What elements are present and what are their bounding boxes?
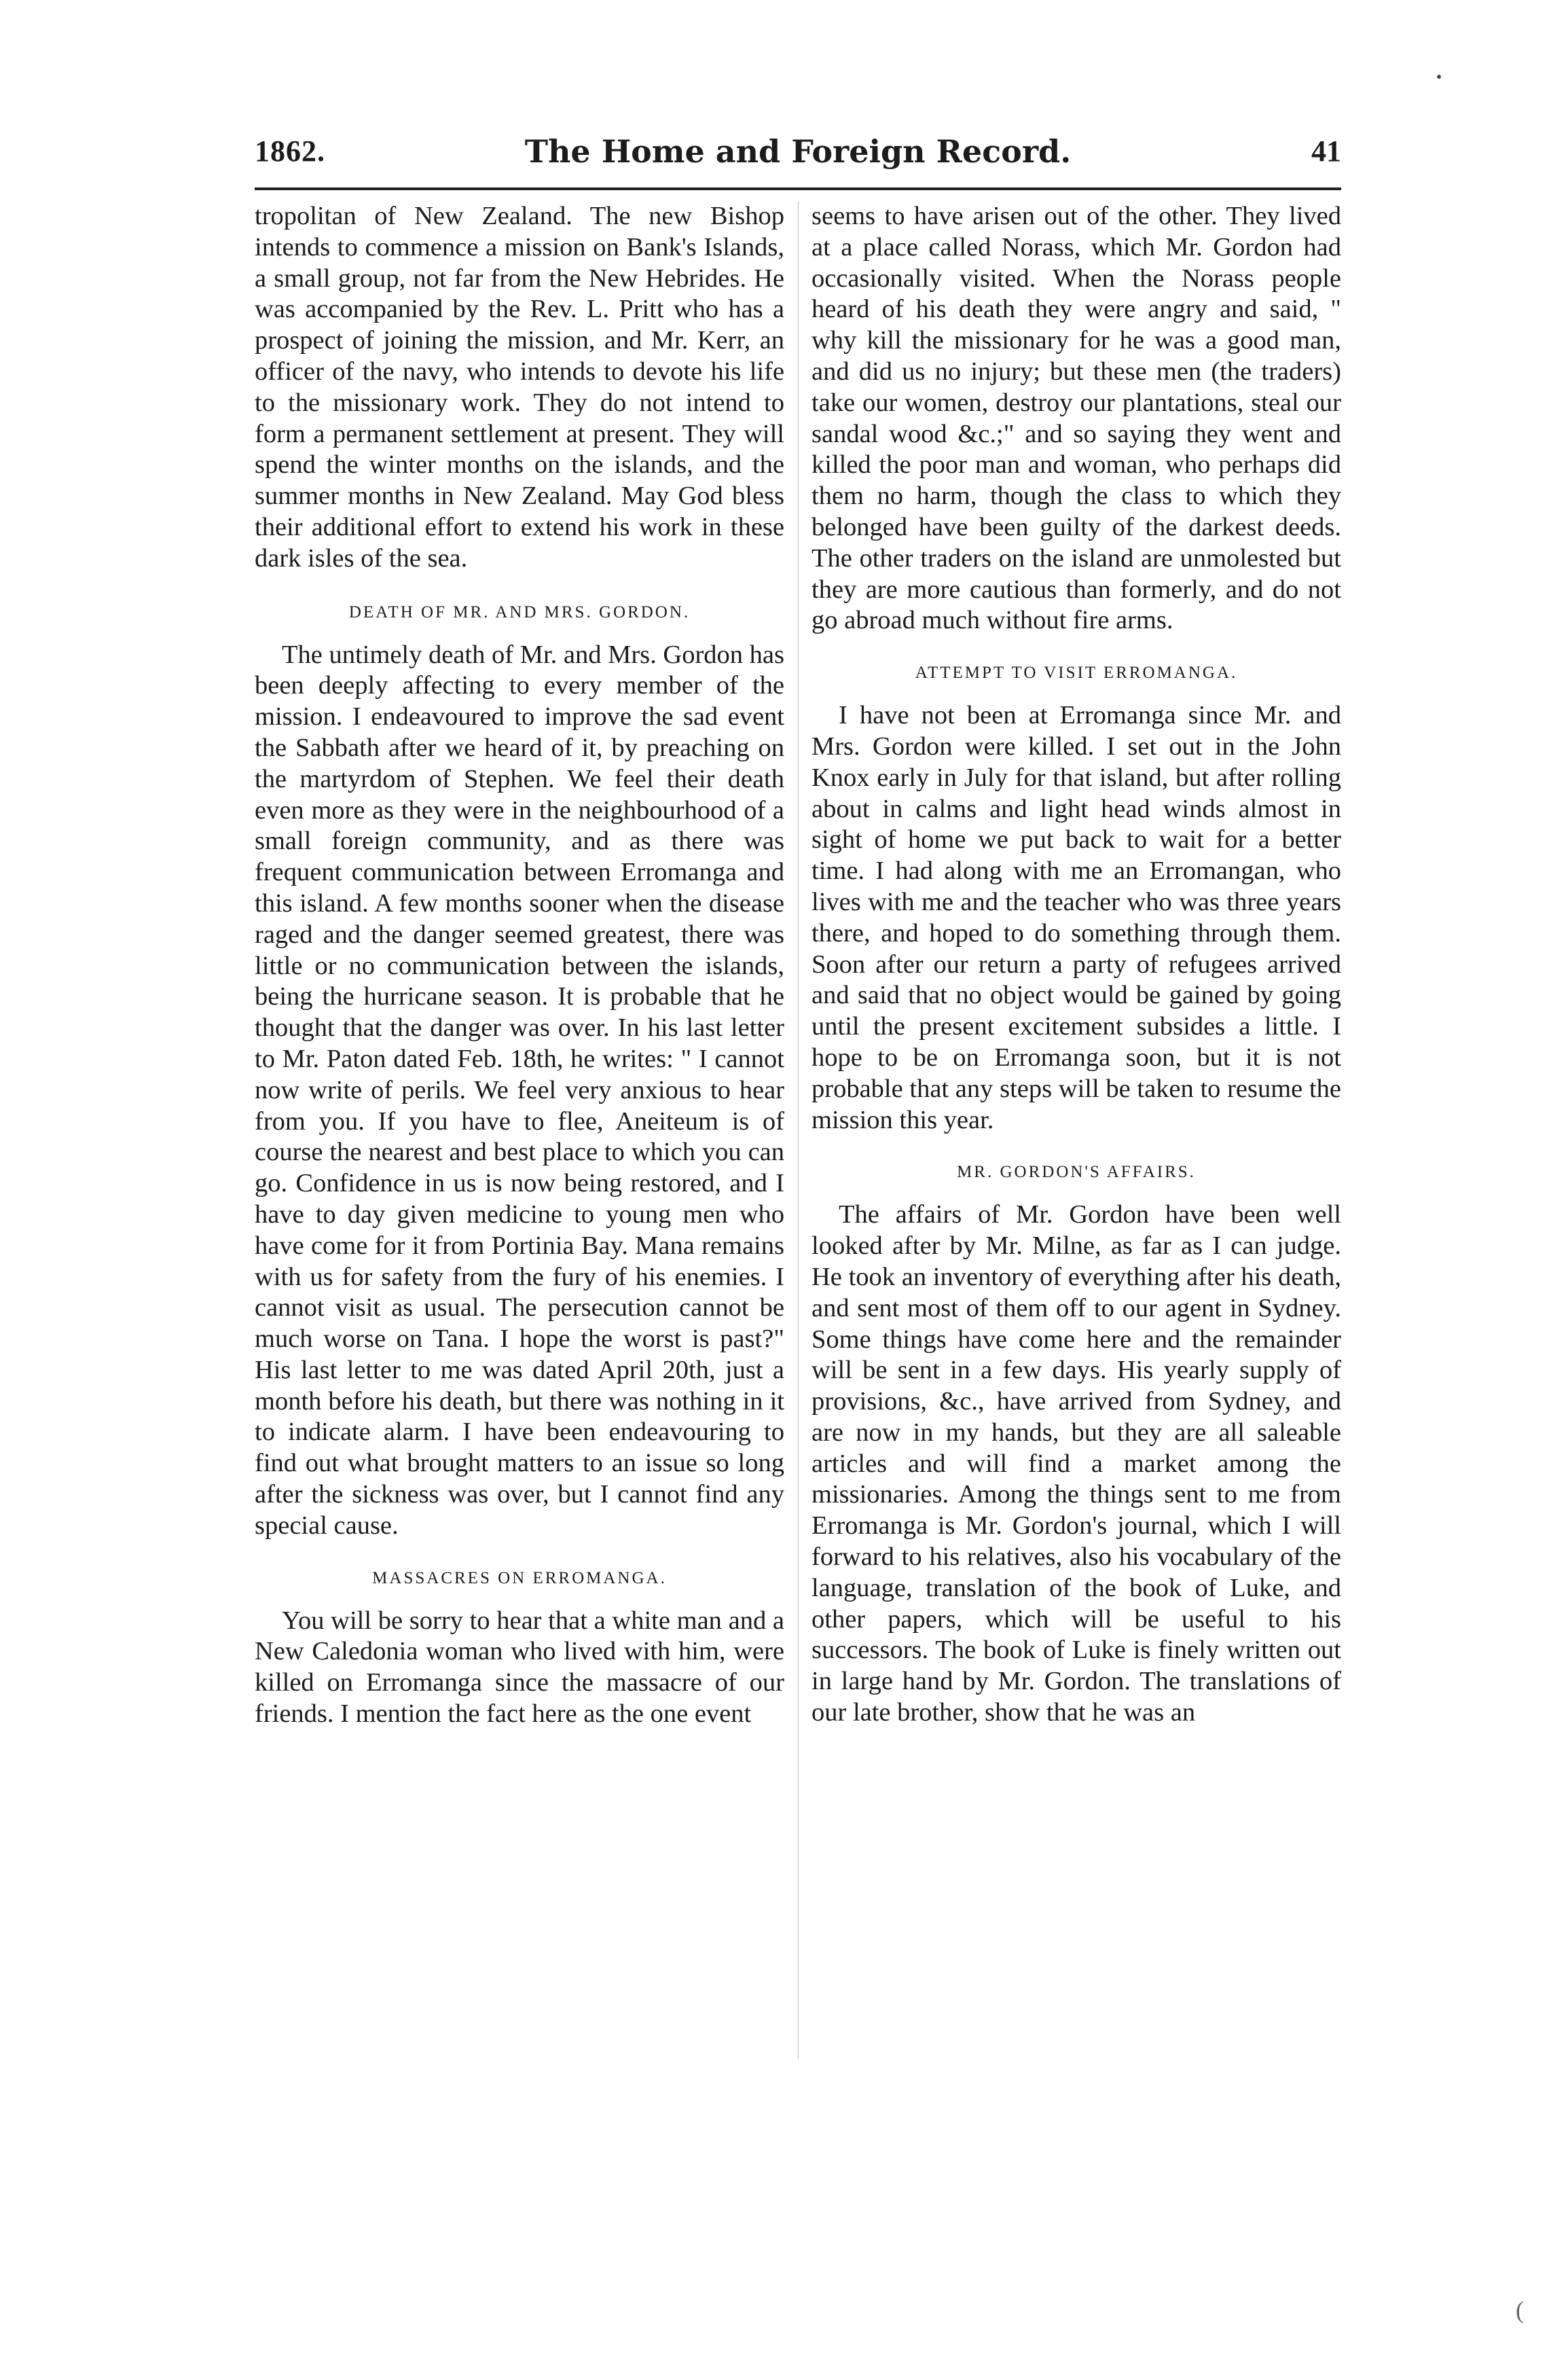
header-rule	[255, 187, 1341, 190]
left-paragraph-1: tropolitan of New Zealand. The new Bishop intends to commence a mission on Bank's Islands, a small group, not far from the New Hebrides. He was accompanied by the Rev. L. Pritt who has a prospect of joining the mission, and Mr. Kerr, an officer of the navy, who intends to devote his life to the missionary work. They do not intend to form a permanent settlement at present. They will spend the winter months on the islands, and the summer months in New Zealand. May God bless their additional effort to extend his work in these dark isles of the sea.	[255, 202, 784, 573]
right-column	[812, 201, 1341, 1729]
left-paragraph-3: You will be sorry to hear that a white man and a New Caledonia woman who lived with him, were killed on Erromanga since the massacre of our friends. I mention the fact here as the one event	[255, 1606, 784, 1729]
corner-mark: (	[1516, 2296, 1524, 2324]
header-page-number: 41	[1311, 134, 1341, 168]
right-heading-attempt-to-visit: ATTEMPT TO VISIT ERROMANGA.	[915, 664, 1238, 683]
header-year: 1862.	[255, 134, 325, 168]
left-paragraph-2: The untimely death of Mr. and Mrs. Gordon has been deeply affecting to every member of the mission. I endeavoured to improve the sad event the Sabbath after we heard of it, by preaching on the martyrdom of Stephen. We feel their death even more as they were in the neighbourhood of a small foreign community, and as there was frequent communication between Erromanga and this island. A few months sooner when the disease raged and the danger seemed greatest, there was little or no communication between the islands, being the hurricane season. It is probable that he thought that the danger was over. In his last letter to Mr. Paton dated Feb. 18th, he writes: " I cannot now write of perils. We feel very anxious to hear from you. If you have to flee, Aneiteum is of course the nearest and best place to which you can go. Confidence in us is now being restored, and I have to day given medicine to young men who have come for it from Portinia Bay. Mana remains with us for safety from the fury of his enemies. I cannot visit as usual. The persecution cannot be much worse on Tana. I hope the worst is past?" His last letter to me was dated April 20th, just a month before his death, but there was nothing in it to indicate alarm. I have been endeavouring to find out what brought matters to an issue so long after the sickness was over, but I cannot find any special cause.	[255, 640, 784, 1540]
running-header	[255, 121, 1341, 182]
right-paragraph-3: The affairs of Mr. Gordon have been well looked after by Mr. Milne, as far as I can judge. He took an inventory of everything after his death, and sent most of them off to our agent in Sydney. Some things have come here and the remainder will be sent in a few days. His yearly supply of provisions, &c., have arrived from Sydney, and are now in my hands, but they are all saleable articles and will find a market among the missionaries. Among the things sent to me from Erromanga is Mr. Gordon's journal, which I will forward to his relatives, also his vocabulary of the language, translation of the book of Luke, and other papers, which will be useful to his successors. The book of Luke is finely written out in large hand by Mr. Gordon. The translations of our late brother, show that he was an	[812, 1200, 1341, 1727]
right-paragraph-2: I have not been at Erromanga since Mr. and Mrs. Gordon were killed. I set out in the John Knox early in July for that island, but after rolling about in calms and light head winds almost in sight of home we put back to wait for a better time. I had along with me an Erromangan, who lives with me and the teacher who was three years there, and hoped to do something through them. Soon after our return a party of refugees arrived and said that no object would be gained by going until the present excitement subsides a little. I hope to be on Erromanga soon, but it is not probable that any steps will be taken to resume the mission this year.	[812, 701, 1341, 1134]
speck-mark	[1437, 75, 1441, 79]
column-divider	[798, 201, 799, 2059]
left-column	[255, 201, 784, 1730]
right-paragraph-1: seems to have arisen out of the other. They lived at a place called Norass, which Mr. Gordon had occasionally visited. When the Norass people heard of his death they were angry and said, " why kill the missionary for he was a good man, and did us no injury; but these men (the traders) take our women, destroy our plantations, steal our sandal wood &c.;" and so saying they went and killed the poor man and woman, who perhaps did them no harm, though the class to which they belonged have been guilty of the darkest deeds. The other traders on the island are unmolested but they are more cautious than formerly, and do not go abroad much without fire arms.	[812, 202, 1341, 635]
right-heading-gordons-affairs: MR. GORDON'S AFFAIRS.	[957, 1163, 1196, 1182]
left-heading-massacres: MASSACRES ON ERROMANGA.	[372, 1568, 667, 1587]
header-title: The Home and Foreign Record.	[524, 133, 1072, 170]
left-heading-death-of-gordons: DEATH OF MR. AND MRS. GORDON.	[348, 602, 691, 621]
